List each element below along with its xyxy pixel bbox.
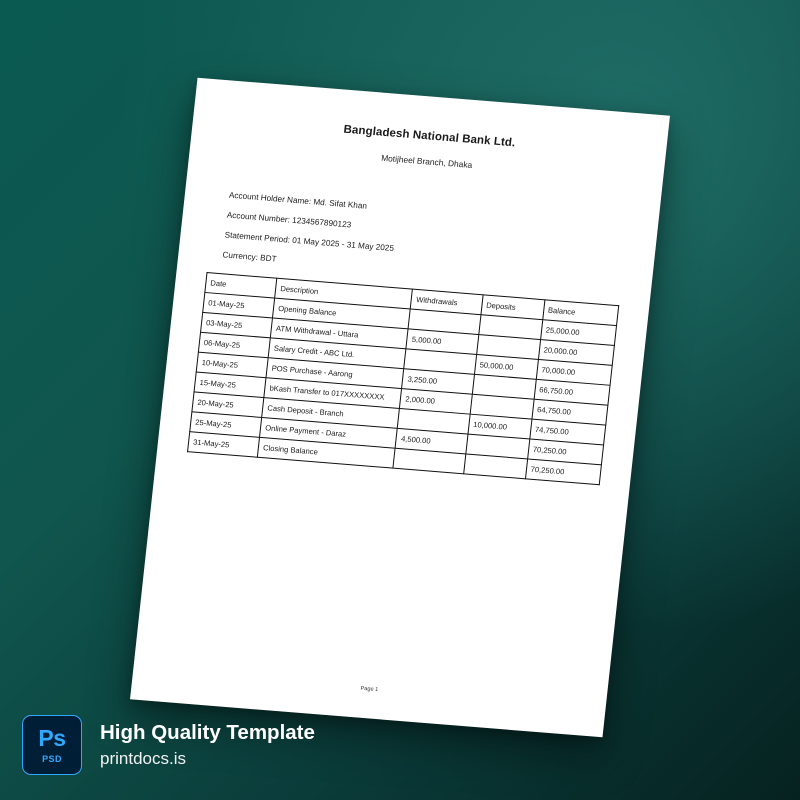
cell-balance: 20,000.00: [538, 340, 614, 366]
cell-date: 06-May-25: [198, 332, 270, 358]
cell-withdrawals: 2,000.00: [400, 389, 472, 415]
column-header-deposits: Deposits: [481, 295, 545, 320]
cell-description: Salary Credit - ABC Ltd.: [268, 338, 406, 369]
cell-balance: 70,250.00: [525, 459, 601, 485]
cell-date: 15-May-25: [194, 372, 266, 398]
column-header-date: Date: [205, 273, 277, 299]
transactions-table: [187, 272, 619, 485]
template-footer: [0, 690, 800, 800]
column-header-description: Description: [275, 278, 413, 309]
cell-balance: 70,000.00: [536, 359, 612, 385]
cell-balance: 64,750.00: [532, 399, 608, 425]
cell-date: 20-May-25: [192, 392, 264, 418]
cell-description: Closing Balance: [258, 437, 396, 468]
cell-description: POS Purchase - Aarong: [266, 358, 404, 389]
account-number-line: Account Number: 1234567890123: [226, 210, 352, 230]
cell-balance: 74,750.00: [529, 419, 605, 445]
cell-description: Online Payment - Daraz: [260, 417, 398, 448]
cell-description: bKash Transfer to 017XXXXXXXX: [264, 378, 402, 409]
column-header-withdrawals: Withdrawals: [411, 289, 483, 315]
cell-description: ATM Withdrawal - Uttara: [271, 318, 409, 349]
account-meta: [222, 191, 628, 292]
cell-withdrawals: 3,250.00: [402, 369, 474, 395]
psd-badge-sublabel: PSD: [42, 753, 62, 764]
cell-withdrawals: 5,000.00: [406, 329, 478, 355]
cell-date: 01-May-25: [203, 292, 275, 318]
cell-deposits: 50,000.00: [474, 354, 538, 379]
cell-withdrawals: 4,500.00: [396, 428, 468, 454]
cell-date: 25-May-25: [190, 412, 262, 438]
cell-balance: 70,250.00: [527, 439, 603, 465]
account-holder-line: Account Holder Name: Md. Sifat Khan: [228, 190, 368, 211]
paper-sheet: [130, 78, 670, 738]
page-number: Page 1: [360, 685, 379, 694]
ps-badge-label: Ps: [38, 724, 66, 751]
currency-line: Currency: BDT: [222, 250, 277, 264]
cell-date: 10-May-25: [196, 352, 268, 378]
cell-description: Opening Balance: [273, 298, 411, 329]
page-title: Bangladesh National Bank Ltd.: [342, 123, 516, 150]
cell-date: 03-May-25: [201, 312, 273, 338]
cell-date: 31-May-25: [188, 432, 260, 458]
cell-balance: 66,750.00: [534, 379, 610, 405]
cell-balance: 25,000.00: [540, 320, 616, 346]
cell-deposits: 10,000.00: [468, 414, 532, 439]
photoshop-psd-icon: [22, 715, 82, 775]
footer-site-name: printdocs.is: [100, 749, 186, 768]
cell-description: Cash Deposit - Branch: [262, 398, 400, 429]
statement-period-line: Statement Period: 01 May 2025 - 31 May 2025: [224, 230, 395, 253]
cell-deposits: [463, 454, 527, 479]
branch-subtitle: Motijheel Branch, Dhaka: [380, 152, 473, 170]
footer-title: High Quality Template: [100, 721, 315, 745]
document-preview[interactable]: [130, 78, 670, 738]
cell-withdrawals: [393, 448, 465, 474]
column-header-balance: Balance: [542, 300, 618, 326]
